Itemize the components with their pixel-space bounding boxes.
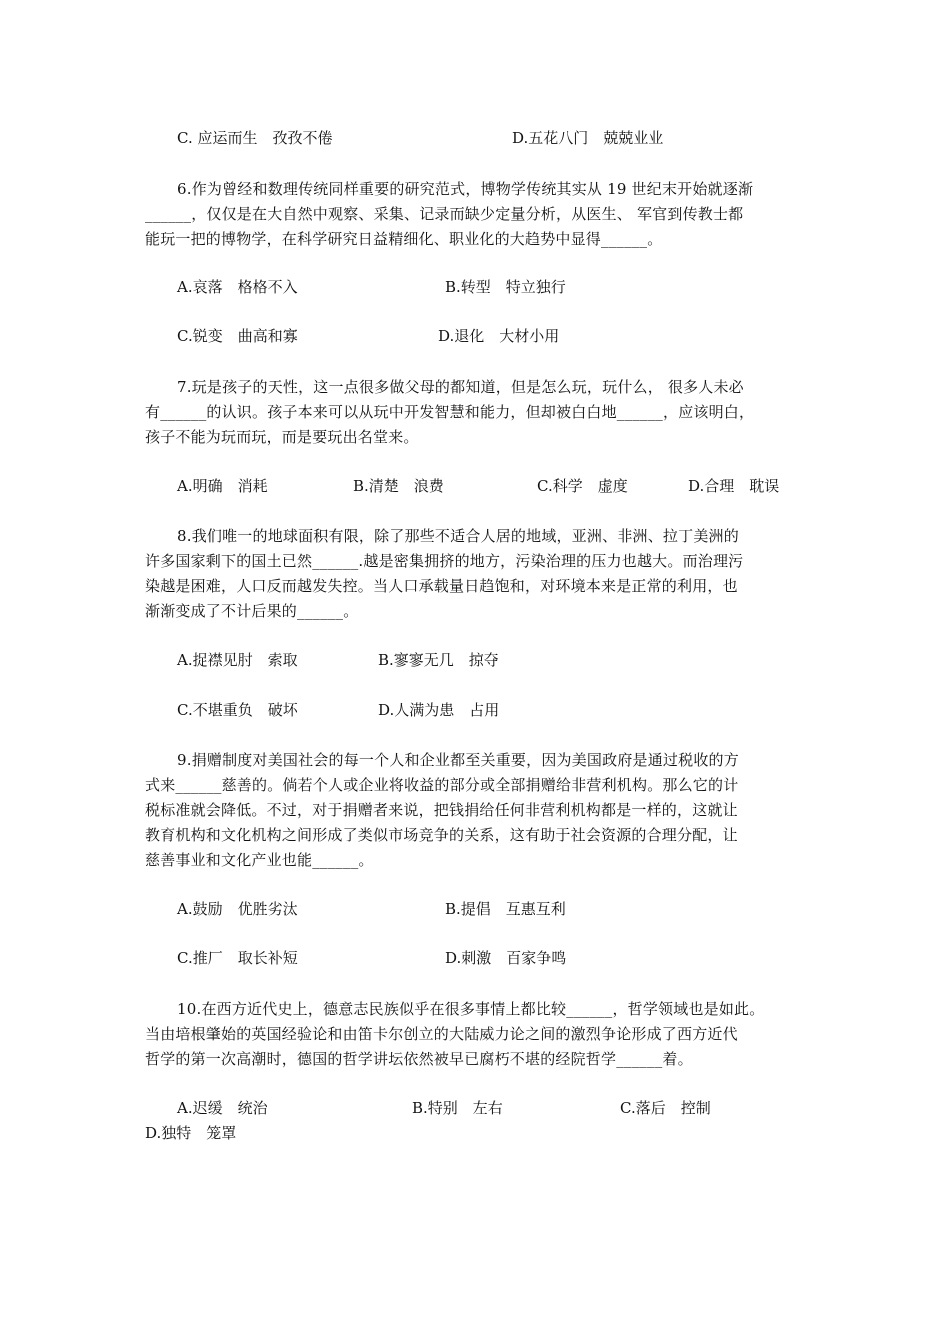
- q5-option-d: D.五花八门 兢兢业业: [512, 129, 664, 147]
- q6-stem-line-2: ______，仅仅是在大自然中观察、采集、记录而缺少定量分析，从医生、 军官到传教士都: [145, 205, 744, 223]
- q6-stem-line-1: 6.作为曾经和数理传统同样重要的研究范式，博物学传统其实从 19 世纪末开始就逐渐: [177, 180, 754, 198]
- q8-stem-line-1: 8.我们唯一的地球面积有限，除了那些不适合人居的地域，亚洲、非洲、拉丁美洲的: [177, 527, 739, 545]
- q6-option-a: A.哀落 格格不入: [177, 278, 298, 296]
- q10-option-a: A.迟缓 统治: [177, 1099, 268, 1117]
- q7-stem-line-3: 孩子不能为玩而玩，而是要玩出名堂来。: [145, 428, 419, 446]
- q10-stem-line-2: 当由培根肇始的英国经验论和由笛卡尔创立的大陆威力论之间的激烈争论形成了西方近代: [145, 1025, 738, 1043]
- q8-stem-line-2: 许多国家剩下的国土已然______.越是密集拥挤的地方，污染治理的压力也越大。而治理污: [145, 552, 744, 570]
- q7-stem-line-2: 有______的认识。孩子本来可以从玩中开发智慧和能力，但却被白白地______，应该明白，: [145, 403, 755, 421]
- q7-option-d: D.合理 耽误: [688, 477, 780, 495]
- q9-stem-line-1: 9.捐赠制度对美国社会的每一个人和企业都至关重要，因为美国政府是通过税收的方: [177, 751, 739, 769]
- q5-option-c: C. 应运而生 孜孜不倦: [177, 129, 333, 147]
- q10-option-c: C.落后 控制: [620, 1099, 711, 1117]
- q8-stem-line-3: 染越是困难，人口反而越发失控。当人口承载量日趋饱和，对环境本来是正常的利用，也: [145, 577, 738, 595]
- q6-option-b: B.转型 特立独行: [445, 278, 566, 296]
- q9-option-c: C.推厂 取长补短: [177, 949, 298, 967]
- q10-option-b: B.特别 左右: [412, 1099, 503, 1117]
- q6-option-c: C.锐变 曲高和寡: [177, 327, 298, 345]
- q9-stem-line-3: 税标准就会降低。不过，对于捐赠者来说，把钱捐给任何非营利机构都是一样的，这就让: [145, 801, 738, 819]
- q10-stem-line-1: 10.在西方近代史上，德意志民族似乎在很多事情上都比较______，哲学领域也是如此。: [177, 1000, 765, 1018]
- q7-option-a: A.明确 消耗: [177, 477, 268, 495]
- q9-stem-line-5: 慈善事业和文化产业也能______。: [145, 851, 374, 869]
- q10-stem-line-3: 哲学的第一次高潮时，德国的哲学讲坛依然被早已腐朽不堪的经院哲学______着。: [145, 1050, 693, 1068]
- q10-option-d: D.独特 笼罩: [145, 1124, 237, 1142]
- q6-stem-line-3: 能玩一把的博物学，在科学研究日益精细化、职业化的大趋势中显得______。: [145, 230, 663, 248]
- q9-option-a: A.鼓励 优胜劣汰: [177, 900, 298, 918]
- q8-option-b: B.寥寥无几 掠夺: [378, 651, 499, 669]
- q9-option-d: D.刺激 百家争鸣: [445, 949, 567, 967]
- q7-option-c: C.科学 虚度: [537, 477, 628, 495]
- q8-option-c: C.不堪重负 破坏: [177, 701, 298, 719]
- q8-option-a: A.捉襟见肘 索取: [177, 651, 298, 669]
- q9-stem-line-2: 式来______慈善的。倘若个人或企业将收益的部分或全部捐赠给非营利机构。那么它的计: [145, 776, 739, 794]
- q9-option-b: B.提倡 互惠互利: [445, 900, 566, 918]
- q6-option-d: D.退化 大材小用: [438, 327, 560, 345]
- q7-stem-line-1: 7.玩是孩子的天性，这一点很多做父母的都知道，但是怎么玩，玩什么， 很多人未必: [177, 378, 744, 396]
- q8-stem-line-4: 渐渐变成了不计后果的______。: [145, 602, 359, 620]
- q8-option-d: D.人满为患 占用: [378, 701, 500, 719]
- q9-stem-line-4: 教育机构和文化机构之间形成了类似市场竞争的关系，这有助于社会资源的合理分配，让: [145, 826, 738, 844]
- q7-option-b: B.清楚 浪费: [353, 477, 444, 495]
